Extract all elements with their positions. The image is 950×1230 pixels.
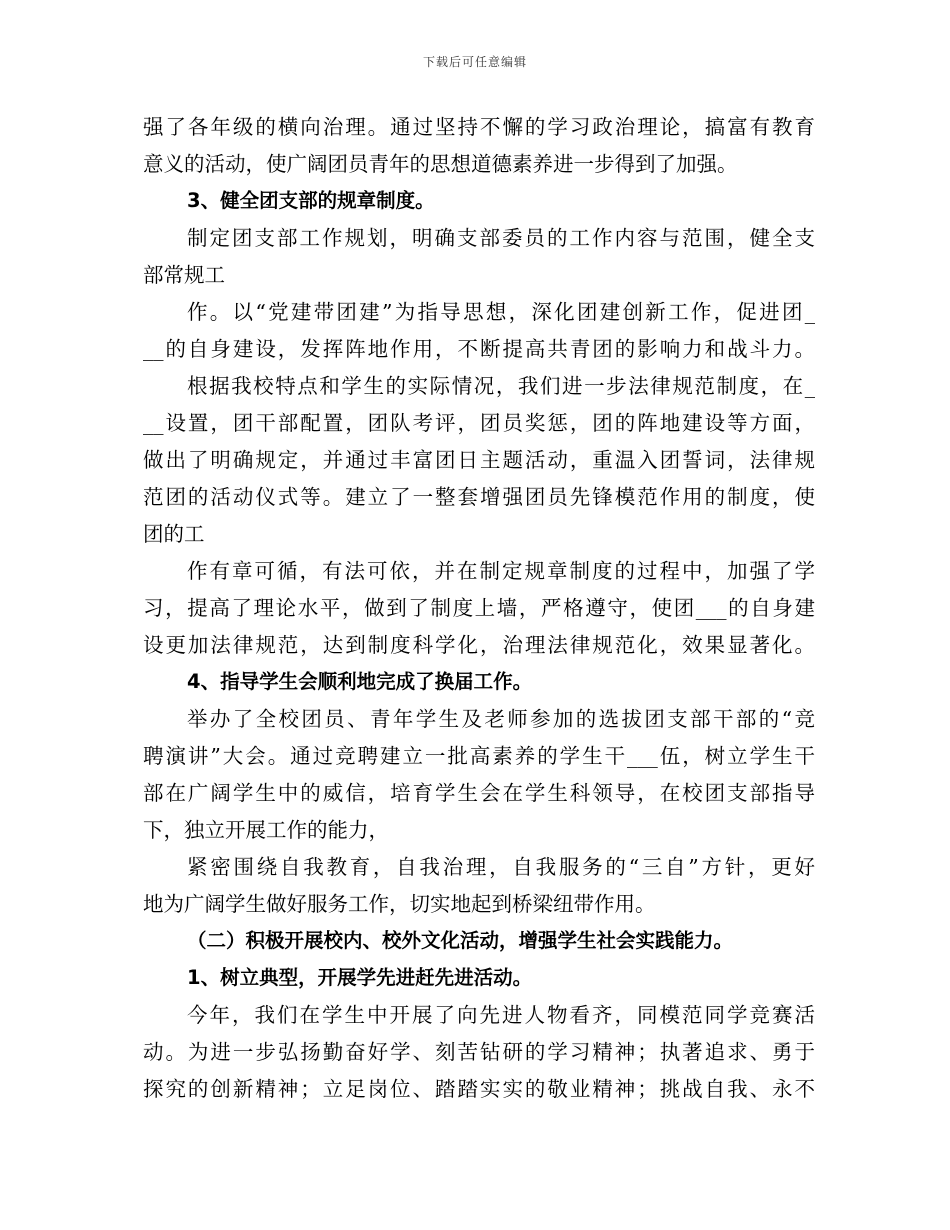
text-line: 强了各年级的横向治理。通过坚持不懈的学习政治理论，搞富有教育 [143, 115, 815, 139]
text-line: 制定团支部工作规划，明确支部委员的工作内容与范围，健全支 [187, 226, 815, 250]
text-line: __设置，团干部配置，团队考评，团员奖惩，团的阵地建设等方面， [143, 411, 815, 435]
text-line: 范团的活动仪式等。建立了一整套增强团员先锋模范作用的制度，使 [143, 485, 815, 509]
text-line: 意义的活动，使广阔团员青年的思想道德素养进一步得到了加强。 [143, 152, 738, 176]
text-line: 紧密围绕自我教育，自我治理，自我服务的“三自”方针，更好 [187, 855, 815, 879]
text-line: 探究的创新精神；立足岗位、踏踏实实的敬业精神；挑战自我、永不 [143, 1077, 815, 1101]
text-line: 今年，我们在学生中开展了向先进人物看齐，同模范同学竞赛活 [187, 1003, 815, 1027]
body-text [143, 110, 815, 1109]
section-heading: 1、树立典型，开展学先进赶先进活动。 [187, 966, 533, 989]
section-heading: 3、健全团支部的规章制度。 [187, 189, 435, 212]
text-line: 部在广阔学生中的威信，培育学生会在学生科领导，在校团支部指导 [143, 781, 815, 805]
text-line: 下，独立开展工作的能力， [143, 818, 389, 842]
text-line: 地为广阔学生做好服务工作，切实地起到桥梁纽带作用。 [143, 892, 656, 916]
text-line: 做出了明确规定，并通过丰富团日主题活动，重温入团誓词，法律规 [143, 448, 815, 472]
text-line: 作有章可循，有法可依，并在制定规章制度的过程中，加强了学 [187, 559, 815, 583]
text-line: 部常规工 [143, 263, 225, 287]
text-line: 根据我校特点和学生的实际情况，我们进一步法律规范制度，在_ [187, 374, 815, 398]
header-note: 下载后可任意编辑 [422, 55, 527, 69]
text-line: __的自身建设，发挥阵地作用，不断提高共青团的影响力和战斗力。 [143, 337, 815, 361]
text-line: 聘演讲”大会。通过竞聘建立一批高素养的学生干___伍，树立学生干 [143, 744, 815, 768]
text-line: 团的工 [143, 522, 205, 546]
text-line: 举办了全校团员、青年学生及老师参加的选拔团支部干部的“竞 [187, 707, 815, 731]
text-line: 设更加法律规范，达到制度科学化，治理法律规范化，效果显著化。 [143, 633, 815, 657]
section-heading: （二）积极开展校内、校外文化活动，增强学生社会实践能力。 [187, 929, 734, 952]
text-line: 作。以“党建带团建”为指导思想，深化团建创新工作，促进团_ [187, 300, 815, 324]
text-line: 动。为进一步弘扬勤奋好学、刻苦钻研的学习精神；执著追求、勇于 [143, 1040, 815, 1064]
text-line: 习，提高了理论水平，做到了制度上墙，严格遵守，使团___的自身建 [143, 596, 815, 620]
section-heading: 4、指导学生会顺利地完成了换届工作。 [187, 670, 533, 693]
